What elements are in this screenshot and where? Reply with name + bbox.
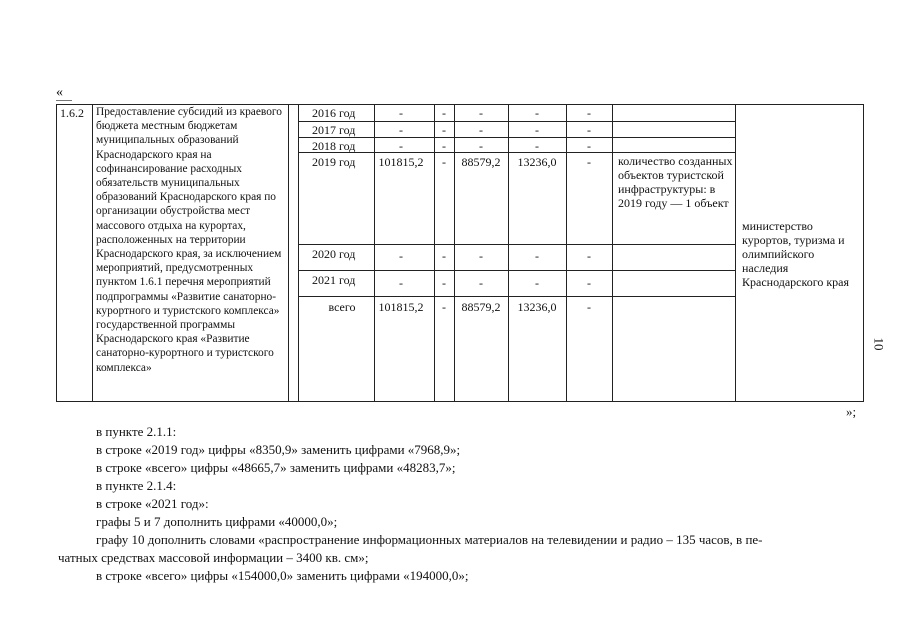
- row-divider: [298, 121, 735, 122]
- opening-quote-mark: «: [56, 85, 63, 100]
- year-label: 2016 год: [312, 106, 356, 120]
- value-cell: -: [535, 123, 539, 137]
- value-cell: -: [479, 249, 483, 263]
- value-cell: 13236,0: [517, 300, 557, 314]
- value-cell: -: [587, 155, 591, 169]
- value-cell: -: [442, 123, 446, 137]
- column-divider: [298, 104, 299, 402]
- value-cell: -: [442, 249, 446, 263]
- value-cell: -: [587, 249, 591, 263]
- value-cell: 88579,2: [461, 155, 501, 169]
- value-cell: -: [442, 139, 446, 153]
- value-cell: -: [535, 276, 539, 290]
- value-cell: -: [399, 249, 403, 263]
- value-cell: -: [535, 139, 539, 153]
- amendment-line: в пункте 2.1.4:: [96, 478, 177, 493]
- value-cell: -: [587, 106, 591, 120]
- value-cell: -: [535, 249, 539, 263]
- table-border-right: [863, 104, 864, 402]
- amendment-line: в строке «2021 год»:: [96, 496, 209, 511]
- value-cell: -: [442, 106, 446, 120]
- year-label: 2018 год: [312, 139, 356, 153]
- program-table: [56, 104, 864, 402]
- value-cell: -: [479, 123, 483, 137]
- value-cell: -: [399, 139, 403, 153]
- table-border-bottom: [56, 401, 864, 402]
- amendment-line: в строке «всего» цифры «48665,7» заменить цифрами «48283,7»;: [96, 460, 456, 475]
- amendment-line: в строке «2019 год» цифры «8350,9» заменить цифрами «7968,9»;: [96, 442, 461, 457]
- year-label: 2021 год: [312, 273, 356, 287]
- value-cell: -: [442, 155, 446, 169]
- row-divider: [298, 296, 735, 297]
- amendment-line: в пункте 2.1.1:: [96, 424, 177, 439]
- value-cell: 101815,2: [378, 155, 424, 169]
- amendment-line: чатных средствах массовой информации – 3400 кв. см»;: [58, 550, 369, 565]
- responsible-executor: министерство курортов, туризма и олимпийского наследия Краснодарского края: [742, 219, 850, 289]
- page-number: 10: [871, 337, 887, 351]
- top-rule: [56, 100, 72, 101]
- expected-result: количество созданных объектов туристской инфраструктуры: в 2019 году — 1 объект: [618, 154, 733, 210]
- value-cell: -: [442, 276, 446, 290]
- year-label: 2017 год: [312, 123, 356, 137]
- amendment-line: в строке «всего» цифры «154000,0» заменить цифрами «194000,0»;: [96, 568, 469, 583]
- value-cell: -: [479, 276, 483, 290]
- value-cell: -: [399, 276, 403, 290]
- amendment-line: графу 10 дополнить словами «распространение информационных материалов на телевидении и радио – 135 часов, в пе-: [96, 532, 763, 547]
- value-cell: -: [399, 123, 403, 137]
- item-description: Предоставление субсидий из краевого бюджета местным бюджетам муниципальных образований Краснодарского края на софинансирование расходных обязательств муниципальных образований Краснодарского края по организации обустройства мест массового отдыха на курортах, расположенных на территории Краснодарского края, за исключением мероприятий, предусмотренных пунктом 1.6.1 перечня мероприятий подпрограммы «Развитие санаторно-курортного и туристского комплекса» государственной программы Краснодарского края «Развитие санаторно-курортного и туристского комплекса»: [96, 106, 282, 374]
- value-cell: -: [399, 106, 403, 120]
- value-cell: -: [587, 139, 591, 153]
- column-divider: [374, 104, 375, 402]
- column-divider: [288, 104, 289, 402]
- value-cell: 88579,2: [461, 300, 501, 314]
- amendment-line: графы 5 и 7 дополнить цифрами «40000,0»;: [96, 514, 338, 529]
- table-border-left: [56, 104, 57, 402]
- value-cell: -: [535, 106, 539, 120]
- value-cell: -: [442, 300, 446, 314]
- value-cell: -: [587, 123, 591, 137]
- value-cell: -: [587, 276, 591, 290]
- year-label: 2019 год: [312, 155, 356, 169]
- row-divider: [298, 244, 735, 245]
- row-divider: [298, 270, 735, 271]
- value-cell: -: [479, 139, 483, 153]
- column-divider: [735, 104, 736, 402]
- year-label: 2020 год: [312, 247, 356, 261]
- closing-quote-mark: »;: [846, 404, 857, 419]
- item-number: 1.6.2: [60, 106, 84, 120]
- year-label: всего: [328, 300, 356, 314]
- column-divider: [92, 104, 93, 402]
- value-cell: 13236,0: [517, 155, 557, 169]
- value-cell: 101815,2: [378, 300, 424, 314]
- column-divider: [508, 104, 509, 402]
- value-cell: -: [479, 106, 483, 120]
- value-cell: -: [587, 300, 591, 314]
